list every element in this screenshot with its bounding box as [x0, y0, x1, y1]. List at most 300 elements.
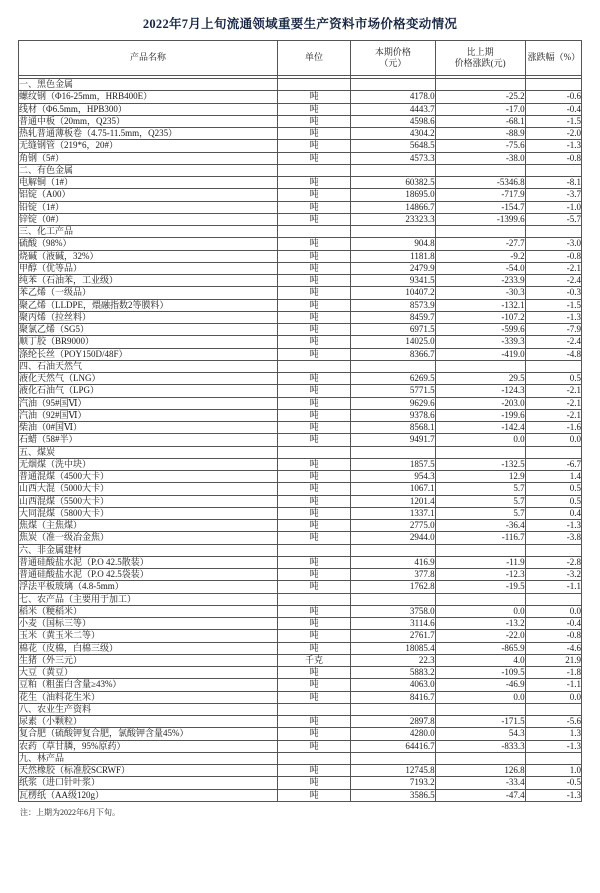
cell-price-change: -19.5	[435, 581, 525, 593]
cell-unit: 吨	[277, 152, 350, 164]
cell-product-name: 六、非金属建材	[19, 544, 278, 556]
cell-price-change	[435, 446, 525, 458]
cell-change-percent: -1.3	[525, 740, 581, 752]
cell-product-name: 石蜡（58#半）	[19, 434, 278, 446]
cell-unit	[277, 360, 350, 372]
cell-product-name: 螺纹钢（Φ16-25mm，HRB400E）	[19, 91, 278, 103]
table-row	[19, 189, 582, 201]
table-row	[19, 569, 582, 581]
cell-unit: 吨	[277, 385, 350, 397]
cell-unit: 吨	[277, 618, 350, 630]
cell-price-change: -142.4	[435, 422, 525, 434]
cell-current-price: 1181.8	[351, 250, 435, 262]
cell-change-percent: -0.6	[525, 91, 581, 103]
cell-current-price: 22.3	[351, 654, 435, 666]
cell-current-price: 8573.9	[351, 299, 435, 311]
cell-product-name: 铅锭（1#）	[19, 201, 278, 213]
cell-product-name: 电解铜（1#）	[19, 177, 278, 189]
cell-change-percent: -3.0	[525, 238, 581, 250]
cell-change-percent	[525, 446, 581, 458]
cell-unit: 吨	[277, 373, 350, 385]
table-row	[19, 262, 582, 274]
cell-unit	[277, 593, 350, 605]
cell-product-name: 苯乙烯（一级品）	[19, 287, 278, 299]
cell-product-name: 普通硅酸盐水泥（P.O 42.5袋装）	[19, 569, 278, 581]
table-row	[19, 728, 582, 740]
cell-change-percent: -7.9	[525, 324, 581, 336]
cell-change-percent: -2.1	[525, 397, 581, 409]
cell-product-name: 液化石油气（LPG）	[19, 385, 278, 397]
cell-unit: 吨	[277, 299, 350, 311]
cell-price-change: -233.9	[435, 275, 525, 287]
cell-product-name: 花生（油料花生米）	[19, 691, 278, 703]
cell-unit	[277, 164, 350, 176]
cell-current-price: 4063.0	[351, 679, 435, 691]
cell-product-name: 汽油（92#国Ⅵ）	[19, 409, 278, 421]
cell-product-name: 普通中板（20mm，Q235）	[19, 115, 278, 127]
cell-unit	[277, 79, 350, 91]
table-row	[19, 311, 582, 323]
cell-price-change: 0.0	[435, 605, 525, 617]
column-header-diff-line2: 价格涨跌(元)	[454, 58, 506, 68]
cell-unit: 吨	[277, 115, 350, 127]
cell-change-percent	[525, 164, 581, 176]
cell-unit: 吨	[277, 458, 350, 470]
cell-change-percent: -2.4	[525, 275, 581, 287]
cell-price-change: -33.4	[435, 777, 525, 789]
cell-product-name: 焦炭（准一级冶金焦）	[19, 532, 278, 544]
cell-unit: 吨	[277, 642, 350, 654]
cell-product-name: 浮法平板玻璃（4.8-5mm）	[19, 581, 278, 593]
table-row	[19, 213, 582, 225]
cell-change-percent: 0.5	[525, 483, 581, 495]
cell-change-percent: -0.8	[525, 250, 581, 262]
table-row	[19, 446, 582, 458]
cell-unit: 吨	[277, 581, 350, 593]
table-row	[19, 336, 582, 348]
cell-unit: 吨	[277, 532, 350, 544]
cell-price-change: -13.2	[435, 618, 525, 630]
cell-unit: 吨	[277, 213, 350, 225]
cell-product-name: 焦煤（主焦煤）	[19, 520, 278, 532]
cell-product-name: 二、有色金属	[19, 164, 278, 176]
table-row	[19, 115, 582, 127]
cell-price-change: -27.7	[435, 238, 525, 250]
cell-current-price: 4598.6	[351, 115, 435, 127]
cell-price-change: -17.0	[435, 103, 525, 115]
cell-price-change: -107.2	[435, 311, 525, 323]
cell-current-price: 14025.0	[351, 336, 435, 348]
cell-price-change: -171.5	[435, 716, 525, 728]
cell-price-change: -25.2	[435, 91, 525, 103]
cell-unit: 吨	[277, 605, 350, 617]
cell-product-name: 纯苯（石油苯，工业级）	[19, 275, 278, 287]
column-header-diff-line1: 比上期	[466, 46, 494, 57]
cell-change-percent: -2.0	[525, 128, 581, 140]
table-row	[19, 140, 582, 152]
table-row	[19, 740, 582, 752]
cell-change-percent: -2.1	[525, 409, 581, 421]
cell-current-price: 2775.0	[351, 520, 435, 532]
cell-price-change: -54.0	[435, 262, 525, 274]
cell-unit: 吨	[277, 201, 350, 213]
cell-product-name: 山西混煤（5500大卡）	[19, 495, 278, 507]
cell-unit: 吨	[277, 422, 350, 434]
cell-change-percent: -6.7	[525, 458, 581, 470]
cell-price-change: -11.9	[435, 556, 525, 568]
column-header-name: 产品名称	[19, 41, 278, 76]
cell-price-change: -717.9	[435, 189, 525, 201]
cell-change-percent: -3.2	[525, 569, 581, 581]
cell-unit: 吨	[277, 740, 350, 752]
cell-unit: 吨	[277, 177, 350, 189]
cell-change-percent: -5.7	[525, 213, 581, 225]
cell-current-price: 4304.2	[351, 128, 435, 140]
cell-current-price: 9491.7	[351, 434, 435, 446]
cell-current-price: 5648.5	[351, 140, 435, 152]
cell-current-price: 5771.5	[351, 385, 435, 397]
cell-change-percent: 0.0	[525, 691, 581, 703]
cell-price-change: -38.0	[435, 152, 525, 164]
cell-current-price: 10407.2	[351, 287, 435, 299]
cell-price-change: -12.3	[435, 569, 525, 581]
cell-change-percent: -4.8	[525, 348, 581, 360]
cell-price-change: -46.9	[435, 679, 525, 691]
cell-price-change: 5.7	[435, 495, 525, 507]
cell-unit: 吨	[277, 324, 350, 336]
cell-product-name: 普通混煤（4500大卡）	[19, 471, 278, 483]
cell-unit: 吨	[277, 238, 350, 250]
cell-price-change: -132.5	[435, 458, 525, 470]
cell-product-name: 棉花（皮棉，白棉三级）	[19, 642, 278, 654]
cell-price-change	[435, 360, 525, 372]
cell-unit: 吨	[277, 691, 350, 703]
cell-product-name: 纸浆（进口针叶浆）	[19, 777, 278, 789]
cell-change-percent: -1.3	[525, 789, 581, 801]
cell-current-price: 904.8	[351, 238, 435, 250]
cell-change-percent	[525, 544, 581, 556]
cell-price-change: -419.0	[435, 348, 525, 360]
cell-change-percent: -0.5	[525, 777, 581, 789]
cell-product-name: 瓦楞纸（AA级120g）	[19, 789, 278, 801]
cell-change-percent: -3.7	[525, 189, 581, 201]
cell-unit: 吨	[277, 409, 350, 421]
cell-current-price: 4178.0	[351, 91, 435, 103]
table-row	[19, 654, 582, 666]
cell-current-price: 1857.5	[351, 458, 435, 470]
cell-change-percent: -1.6	[525, 422, 581, 434]
table-row	[19, 238, 582, 250]
cell-product-name: 普通硅酸盐水泥（P.O 42.5散装）	[19, 556, 278, 568]
cell-product-name: 四、石油天然气	[19, 360, 278, 372]
cell-current-price: 377.8	[351, 569, 435, 581]
cell-current-price: 8416.7	[351, 691, 435, 703]
table-row	[19, 201, 582, 213]
cell-product-name: 九、林产品	[19, 752, 278, 764]
cell-price-change: 4.0	[435, 654, 525, 666]
cell-change-percent: 0.0	[525, 605, 581, 617]
cell-price-change: 5.7	[435, 507, 525, 519]
cell-unit: 吨	[277, 91, 350, 103]
cell-current-price	[351, 593, 435, 605]
cell-price-change: -203.0	[435, 397, 525, 409]
cell-unit: 吨	[277, 287, 350, 299]
cell-product-name: 八、农业生产资料	[19, 703, 278, 715]
cell-price-change: -75.6	[435, 140, 525, 152]
table-row	[19, 103, 582, 115]
cell-price-change: -154.7	[435, 201, 525, 213]
cell-price-change: -339.3	[435, 336, 525, 348]
cell-product-name: 尿素（小颗粒）	[19, 716, 278, 728]
cell-price-change: -599.6	[435, 324, 525, 336]
cell-change-percent	[525, 360, 581, 372]
cell-change-percent: -1.8	[525, 667, 581, 679]
cell-unit: 吨	[277, 556, 350, 568]
cell-product-name: 聚丙烯（拉丝料）	[19, 311, 278, 323]
table-body	[19, 76, 582, 802]
cell-change-percent: -0.4	[525, 618, 581, 630]
cell-change-percent: -0.8	[525, 630, 581, 642]
cell-current-price: 2761.7	[351, 630, 435, 642]
cell-current-price	[351, 544, 435, 556]
cell-current-price: 12745.8	[351, 765, 435, 777]
cell-product-name: 顺丁胶（BR9000）	[19, 336, 278, 348]
cell-product-name: 硫酸（98%）	[19, 238, 278, 250]
cell-unit: 吨	[277, 679, 350, 691]
cell-unit: 吨	[277, 471, 350, 483]
cell-current-price	[351, 226, 435, 238]
table-row	[19, 716, 582, 728]
table-header-row	[19, 41, 582, 76]
table-row	[19, 397, 582, 409]
cell-unit	[277, 446, 350, 458]
cell-product-name: 豆粕（粗蛋白含量≥43%）	[19, 679, 278, 691]
cell-price-change: -36.4	[435, 520, 525, 532]
cell-change-percent: -1.0	[525, 201, 581, 213]
cell-product-name: 七、农产品（主要用于加工）	[19, 593, 278, 605]
cell-product-name: 铝锭（A00）	[19, 189, 278, 201]
table-row	[19, 593, 582, 605]
column-header-price	[351, 41, 435, 76]
cell-current-price: 1201.4	[351, 495, 435, 507]
cell-change-percent: -1.3	[525, 140, 581, 152]
cell-change-percent	[525, 226, 581, 238]
table-row	[19, 556, 582, 568]
cell-current-price: 7193.2	[351, 777, 435, 789]
cell-product-name: 大同混煤（5800大卡）	[19, 507, 278, 519]
cell-change-percent	[525, 593, 581, 605]
cell-current-price	[351, 360, 435, 372]
cell-price-change: 29.5	[435, 373, 525, 385]
table-row	[19, 250, 582, 262]
cell-current-price	[351, 446, 435, 458]
cell-current-price: 23323.3	[351, 213, 435, 225]
cell-unit: 吨	[277, 189, 350, 201]
cell-product-name: 山西大混（5000大卡）	[19, 483, 278, 495]
table-row	[19, 495, 582, 507]
column-header-price-line2: （元）	[379, 58, 407, 68]
cell-price-change: -47.4	[435, 789, 525, 801]
price-table	[18, 40, 582, 802]
cell-product-name: 涤纶长丝（POY150D/48F）	[19, 348, 278, 360]
cell-change-percent: -3.8	[525, 532, 581, 544]
cell-unit	[277, 544, 350, 556]
table-row	[19, 275, 582, 287]
cell-price-change	[435, 226, 525, 238]
cell-change-percent: -1.5	[525, 115, 581, 127]
cell-product-name: 三、化工产品	[19, 226, 278, 238]
cell-current-price: 6269.5	[351, 373, 435, 385]
cell-current-price	[351, 164, 435, 176]
cell-change-percent: -2.1	[525, 262, 581, 274]
cell-change-percent: 1.4	[525, 471, 581, 483]
cell-price-change: -116.7	[435, 532, 525, 544]
table-row	[19, 618, 582, 630]
cell-product-name: 小麦（国标三等）	[19, 618, 278, 630]
cell-unit: 吨	[277, 434, 350, 446]
column-header-price-line1: 本期价格	[374, 46, 411, 57]
column-header-unit: 单位	[277, 41, 350, 76]
cell-price-change	[435, 79, 525, 91]
cell-current-price	[351, 703, 435, 715]
table-row	[19, 789, 582, 801]
cell-change-percent: 1.3	[525, 728, 581, 740]
cell-unit: 吨	[277, 250, 350, 262]
cell-unit: 千克	[277, 654, 350, 666]
cell-change-percent: -2.4	[525, 336, 581, 348]
table-row	[19, 91, 582, 103]
cell-current-price: 60382.5	[351, 177, 435, 189]
cell-current-price: 3586.5	[351, 789, 435, 801]
cell-price-change: -88.9	[435, 128, 525, 140]
cell-unit	[277, 226, 350, 238]
cell-price-change	[435, 544, 525, 556]
cell-change-percent: -4.6	[525, 642, 581, 654]
cell-unit: 吨	[277, 311, 350, 323]
table-row	[19, 630, 582, 642]
cell-current-price: 2944.0	[351, 532, 435, 544]
cell-current-price: 6971.5	[351, 324, 435, 336]
table-row	[19, 703, 582, 715]
cell-change-percent: 0.5	[525, 495, 581, 507]
cell-current-price: 3758.0	[351, 605, 435, 617]
cell-price-change: -865.9	[435, 642, 525, 654]
cell-current-price: 954.3	[351, 471, 435, 483]
cell-product-name: 天然橡胶（标准胶SCRWF）	[19, 765, 278, 777]
cell-price-change	[435, 703, 525, 715]
table-row	[19, 458, 582, 470]
cell-current-price: 8366.7	[351, 348, 435, 360]
cell-price-change: -22.0	[435, 630, 525, 642]
cell-price-change	[435, 593, 525, 605]
cell-change-percent	[525, 703, 581, 715]
cell-product-name: 复合肥（硫酸钾复合肥，氯酸钾含量45%）	[19, 728, 278, 740]
table-row	[19, 348, 582, 360]
cell-price-change: 5.7	[435, 483, 525, 495]
cell-unit: 吨	[277, 275, 350, 287]
cell-product-name: 农药（草甘膦，95%原药）	[19, 740, 278, 752]
cell-product-name: 烧碱（液碱，32%）	[19, 250, 278, 262]
column-header-diff	[435, 41, 525, 76]
cell-price-change: -30.3	[435, 287, 525, 299]
cell-current-price: 416.9	[351, 556, 435, 568]
cell-unit: 吨	[277, 397, 350, 409]
table-row	[19, 544, 582, 556]
column-header-pct: 涨跌幅（%）	[525, 41, 581, 76]
cell-product-name: 一、黑色金属	[19, 79, 278, 91]
cell-price-change: 0.0	[435, 691, 525, 703]
cell-change-percent: 0.4	[525, 507, 581, 519]
cell-unit: 吨	[277, 103, 350, 115]
cell-current-price: 8459.7	[351, 311, 435, 323]
cell-change-percent: -1.3	[525, 520, 581, 532]
table-row	[19, 483, 582, 495]
cell-product-name: 汽油（95#国Ⅵ）	[19, 397, 278, 409]
cell-current-price: 1762.8	[351, 581, 435, 593]
cell-product-name: 液化天然气（LNG）	[19, 373, 278, 385]
cell-product-name: 大豆（黄豆）	[19, 667, 278, 679]
cell-current-price: 9629.6	[351, 397, 435, 409]
cell-change-percent: 21.9	[525, 654, 581, 666]
cell-current-price: 18085.4	[351, 642, 435, 654]
cell-unit: 吨	[277, 495, 350, 507]
cell-current-price: 4443.7	[351, 103, 435, 115]
cell-product-name: 无缝钢管（219*6，20#）	[19, 140, 278, 152]
cell-current-price: 64416.7	[351, 740, 435, 752]
cell-current-price: 4280.0	[351, 728, 435, 740]
cell-unit: 吨	[277, 728, 350, 740]
cell-product-name: 线材（Φ6.5mm，HPB300）	[19, 103, 278, 115]
cell-unit: 吨	[277, 128, 350, 140]
cell-current-price: 2897.8	[351, 716, 435, 728]
cell-current-price: 9378.6	[351, 409, 435, 421]
cell-unit: 吨	[277, 765, 350, 777]
table-row	[19, 409, 582, 421]
cell-product-name: 生猪（外三元）	[19, 654, 278, 666]
cell-unit: 吨	[277, 483, 350, 495]
cell-unit: 吨	[277, 667, 350, 679]
cell-unit: 吨	[277, 789, 350, 801]
table-row	[19, 581, 582, 593]
cell-change-percent: -2.8	[525, 556, 581, 568]
cell-unit	[277, 703, 350, 715]
cell-product-name: 聚乙烯（LLDPE，煨融指数2等膜料）	[19, 299, 278, 311]
cell-product-name: 甲醇（优等品）	[19, 262, 278, 274]
cell-current-price	[351, 752, 435, 764]
cell-price-change: 12.9	[435, 471, 525, 483]
cell-current-price: 18695.0	[351, 189, 435, 201]
table-row	[19, 79, 582, 91]
cell-change-percent	[525, 79, 581, 91]
table-row	[19, 152, 582, 164]
cell-product-name: 锌锭（0#）	[19, 213, 278, 225]
table-row	[19, 777, 582, 789]
table-row	[19, 385, 582, 397]
cell-product-name: 柴油（0#国Ⅵ）	[19, 422, 278, 434]
table-row	[19, 324, 582, 336]
table-row	[19, 679, 582, 691]
cell-unit: 吨	[277, 336, 350, 348]
cell-change-percent: 0.5	[525, 373, 581, 385]
cell-change-percent: -1.5	[525, 299, 581, 311]
cell-product-name: 无烟煤（洗中块）	[19, 458, 278, 470]
cell-current-price: 9341.5	[351, 275, 435, 287]
table-row	[19, 765, 582, 777]
page-title: 2022年7月上旬流通领域重要生产资料市场价格变动情况	[142, 17, 458, 31]
table-row	[19, 605, 582, 617]
table-row	[19, 752, 582, 764]
cell-price-change: -9.2	[435, 250, 525, 262]
